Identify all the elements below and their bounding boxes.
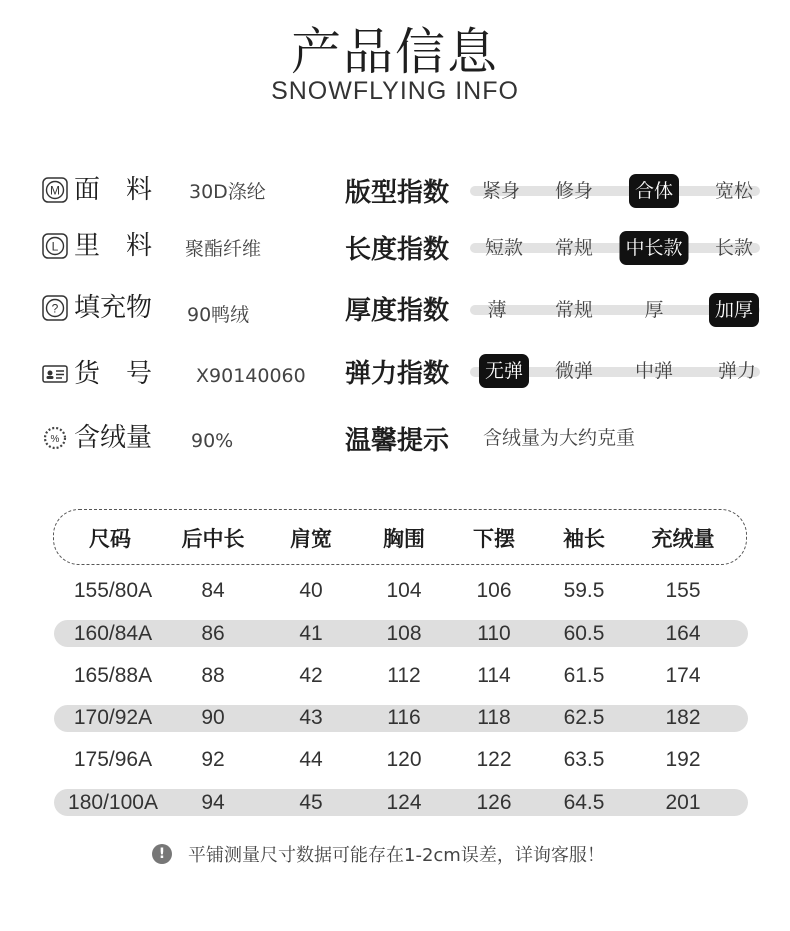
- table-cell: 174: [665, 664, 701, 687]
- info-value-down-content: 90%: [191, 430, 234, 452]
- m-circle-icon: [42, 177, 68, 203]
- measurement-note: [152, 841, 605, 867]
- table-cell: 104: [386, 579, 422, 602]
- info-value-filling: 90鸭绒: [187, 304, 250, 326]
- table-cell: 118: [477, 706, 511, 729]
- table-header-sleeve: 袖长: [563, 527, 605, 551]
- table-cell: 120: [386, 748, 422, 771]
- table-cell: 126: [476, 791, 512, 814]
- index-option-length-1: 常规: [554, 237, 594, 259]
- table-cell: 41: [299, 622, 323, 645]
- index-option-elasticity-selected: 无弹: [479, 354, 529, 388]
- table-cell: 64.5: [563, 791, 605, 814]
- table-cell: 112: [387, 664, 421, 687]
- svg-text:M: M: [50, 183, 60, 198]
- index-option-length-selected: 中长款: [619, 231, 688, 265]
- table-cell: 116: [387, 706, 421, 729]
- index-option-length-0: 短款: [484, 237, 524, 259]
- table-cell: 124: [386, 791, 422, 814]
- table-cell: 122: [476, 748, 512, 771]
- table-header-back-length: 后中长: [181, 527, 245, 551]
- hint-title: 温馨提示: [345, 426, 450, 456]
- table-cell: 40: [299, 579, 323, 602]
- index-title-thickness: 厚度指数: [345, 296, 450, 326]
- index-option-thickness-0: 薄: [487, 299, 507, 321]
- hint-text: 含绒量为大约克重: [483, 427, 636, 449]
- info-value-fabric: 30D涤纶: [189, 181, 266, 203]
- info-row-fabric: [42, 170, 152, 210]
- table-cell: 170/92A: [73, 706, 153, 729]
- index-option-thickness-2: 厚: [644, 299, 664, 321]
- info-label-fabric: 面 料: [74, 175, 153, 205]
- table-cell: 62.5: [563, 706, 605, 729]
- index-option-fit-3: 宽松: [714, 180, 754, 202]
- info-label-down-content: 含绒量: [74, 423, 153, 453]
- table-cell: 164: [665, 622, 701, 645]
- index-option-length-3: 长款: [714, 237, 754, 259]
- index-option-elasticity-3: 弹力: [717, 360, 757, 382]
- table-cell: 175/96A: [73, 748, 153, 771]
- table-cell: 63.5: [563, 748, 605, 771]
- info-value-lining: 聚酯纤维: [185, 238, 262, 260]
- info-row-item-no: [42, 354, 152, 394]
- table-cell: 92: [201, 748, 225, 771]
- exclamation-circle-icon: !: [152, 844, 172, 864]
- question-square-icon: [42, 295, 68, 321]
- table-cell: 42: [299, 664, 323, 687]
- table-cell: 182: [665, 706, 701, 729]
- svg-text:?: ?: [51, 301, 59, 316]
- table-cell: 45: [299, 791, 323, 814]
- info-label-lining: 里 料: [74, 231, 153, 261]
- table-cell: 180/100A: [68, 791, 158, 814]
- page-subtitle: SNOWFLYING INFO: [271, 77, 519, 105]
- info-row-filling: [42, 288, 152, 328]
- id-card-icon: [42, 361, 68, 387]
- percent-wreath-icon: [42, 425, 68, 451]
- table-cell: 94: [201, 791, 225, 814]
- table-cell: 155/80A: [73, 579, 153, 602]
- table-cell: 44: [299, 748, 323, 771]
- table-cell: 114: [477, 664, 511, 687]
- info-label-item-no: 货 号: [74, 359, 153, 389]
- table-cell: 201: [665, 791, 701, 814]
- index-title-elasticity: 弹力指数: [345, 359, 450, 389]
- index-title-length: 长度指数: [345, 235, 450, 265]
- table-cell: 90: [201, 706, 225, 729]
- table-cell: 165/88A: [73, 664, 153, 687]
- index-option-thickness-selected: 加厚: [709, 293, 759, 327]
- index-option-fit-0: 紧身: [481, 180, 521, 202]
- index-option-thickness-1: 常规: [554, 299, 594, 321]
- table-cell: 192: [665, 748, 701, 771]
- index-title-fit: 版型指数: [345, 178, 450, 208]
- note-text: 平铺测量尺寸数据可能存在1-2cm误差，详询客服！: [188, 845, 605, 866]
- index-option-fit-selected: 合体: [629, 174, 679, 208]
- table-cell: 61.5: [563, 664, 605, 687]
- info-value-item-no: X90140060: [196, 365, 306, 387]
- table-cell: 108: [386, 622, 422, 645]
- table-header-chest: 胸围: [383, 527, 425, 551]
- page-title: 产品信息: [291, 23, 499, 81]
- info-row-lining: [42, 226, 152, 266]
- l-square-icon: [42, 233, 68, 259]
- table-cell: 155: [665, 579, 701, 602]
- table-header-size: 尺码: [89, 527, 131, 551]
- table-cell: 84: [201, 579, 225, 602]
- table-cell: 43: [299, 706, 323, 729]
- index-option-elasticity-1: 微弹: [554, 360, 594, 382]
- table-cell: 60.5: [563, 622, 605, 645]
- table-cell: 110: [477, 622, 511, 645]
- table-header-shoulder: 肩宽: [290, 527, 332, 551]
- info-label-filling: 填充物: [74, 293, 153, 323]
- table-header-fill-weight: 充绒量: [651, 527, 715, 551]
- table-cell: 106: [476, 579, 512, 602]
- index-option-fit-1: 修身: [554, 180, 594, 202]
- table-cell: 88: [201, 664, 225, 687]
- info-row-down-content: [42, 418, 152, 458]
- table-cell: 59.5: [563, 579, 605, 602]
- svg-text:%: %: [50, 434, 60, 445]
- svg-text:L: L: [51, 239, 59, 254]
- index-option-elasticity-2: 中弹: [634, 360, 674, 382]
- table-cell: 160/84A: [73, 622, 153, 645]
- table-cell: 86: [201, 622, 225, 645]
- table-header-hem: 下摆: [473, 527, 515, 551]
